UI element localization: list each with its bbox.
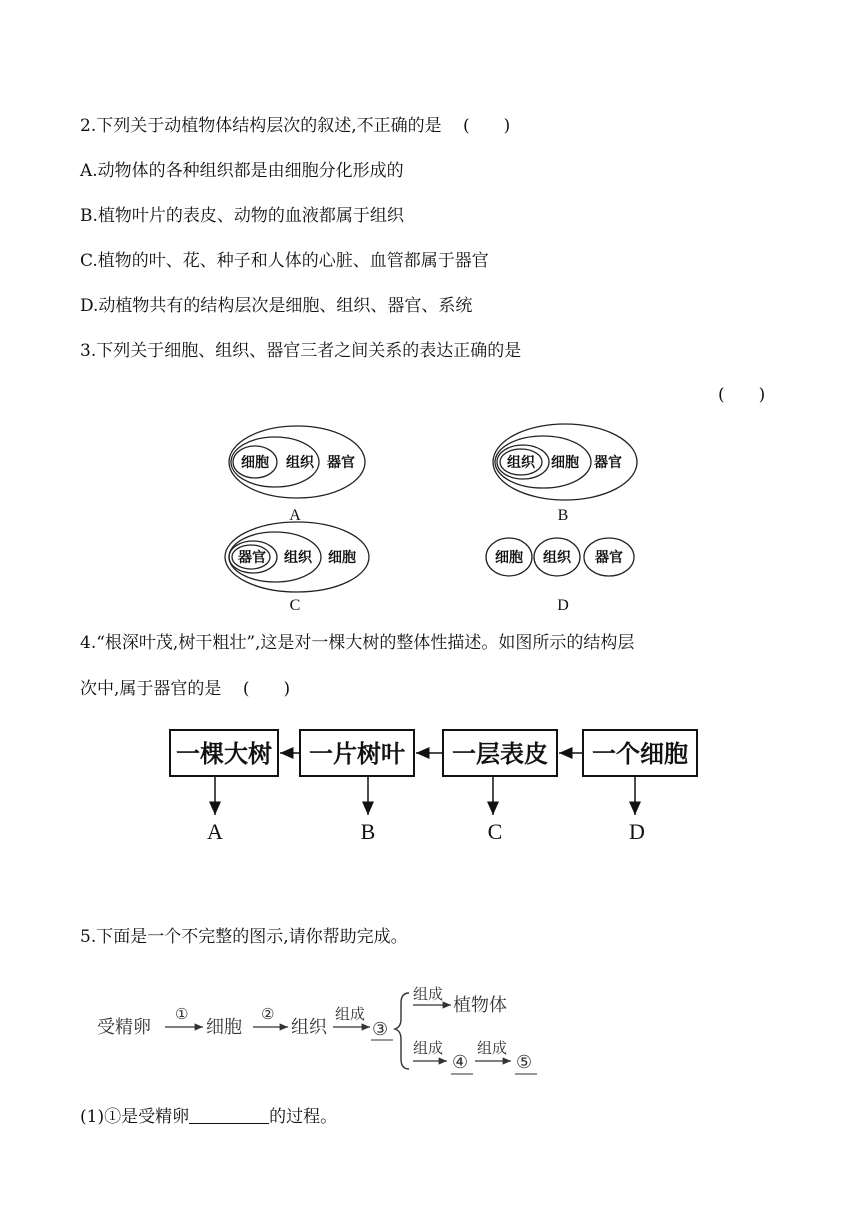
q4-letter-c: C — [487, 819, 503, 844]
q4-diagram — [165, 722, 705, 852]
q5-sub1 — [80, 1105, 337, 1129]
q2-option-d: D.动植物共有的结构层次是细胞、组织、器官、系统 — [80, 296, 473, 316]
q2-answer-paren: ( ) — [463, 116, 511, 136]
q4-letter-d: D — [629, 819, 645, 844]
q4-stem-line2-text: 次中,属于器官的是 — [80, 679, 222, 699]
q2-option-a: A.动物体的各种组织都是由细胞分化形成的 — [80, 161, 404, 181]
q5-blank-3: ③ — [372, 1019, 389, 1040]
q5-sub1-prefix: (1)①是受精卵 — [80, 1107, 190, 1127]
q5-flow-diagram — [95, 975, 555, 1080]
q3-a-middle-text: 组织 — [286, 455, 314, 471]
q5-compose-2: 组成 — [413, 985, 444, 1003]
q5-compose-4: 组成 — [477, 1039, 508, 1057]
q5-stem: 5.下面是一个不完整的图示,请你帮助完成。 — [80, 927, 408, 947]
q3-d-text-1: 细胞 — [495, 550, 523, 566]
q5-compose-3: 组成 — [413, 1039, 444, 1057]
q3-label-a: A — [289, 507, 301, 524]
q3-label-d: D — [557, 597, 569, 614]
q5-step-2: ② — [261, 1005, 275, 1023]
q2-option-c: C.植物的叶、花、种子和人体的心脏、血管都属于器官 — [80, 251, 489, 271]
q3-diagram — [215, 420, 655, 620]
q4-stem-line1: 4.“根深叶茂,树干粗壮”,这是对一棵大树的整体性描述。如图所示的结构层 — [80, 633, 635, 653]
q5-sub1-blank[interactable] — [189, 1105, 269, 1124]
q5-brace — [395, 993, 409, 1069]
q2-stem-line — [80, 114, 510, 138]
q3-answer-paren: ( ) — [718, 385, 766, 405]
q5-cell-text: 细胞 — [206, 1017, 242, 1038]
q4-box-leaf-text: 一片树叶 — [309, 740, 405, 768]
q4-letter-b: B — [360, 819, 376, 844]
q5-plant-text: 植物体 — [453, 995, 507, 1016]
q3-label-b: B — [557, 507, 569, 524]
q2-option-b: B.植物叶片的表皮、动物的血液都属于组织 — [80, 206, 404, 226]
q4-answer-paren: ( ) — [242, 679, 291, 699]
q4-box-tree-text: 一棵大树 — [176, 740, 272, 768]
q3-stem: 3.下列关于细胞、组织、器官三者之间关系的表达正确的是 — [80, 341, 522, 361]
q5-step-1: ① — [175, 1005, 189, 1023]
q4-box-epidermis-text: 一层表皮 — [452, 740, 548, 768]
q3-c-inner-text: 器官 — [238, 550, 266, 566]
q4-stem-line2 — [80, 677, 290, 701]
q3-b-middle-text: 细胞 — [551, 455, 579, 471]
q5-blank-4: ④ — [452, 1052, 469, 1073]
q2-stem: 2.下列关于动植物体结构层次的叙述,不正确的是 — [80, 116, 442, 136]
q5-compose-1: 组成 — [335, 1005, 366, 1023]
q3-a-outer-text: 器官 — [327, 455, 355, 471]
q5-start-text: 受精卵 — [97, 1017, 151, 1038]
q3-a-inner-text: 细胞 — [241, 455, 269, 471]
q5-blank-5: ⑤ — [516, 1052, 533, 1073]
q4-box-cell-text: 一个细胞 — [592, 740, 688, 768]
q3-d-text-2: 组织 — [543, 550, 571, 566]
q3-b-inner-text: 组织 — [507, 455, 535, 471]
q3-label-c: C — [289, 597, 301, 614]
q3-b-outer-text: 器官 — [594, 455, 622, 471]
q3-d-text-3: 器官 — [595, 550, 623, 566]
q4-letter-a: A — [207, 819, 223, 844]
q3-c-middle-text: 组织 — [284, 550, 312, 566]
q5-sub1-suffix: 的过程。 — [269, 1107, 338, 1127]
q3-c-outer-text: 细胞 — [328, 550, 356, 566]
q5-tissue-text: 组织 — [291, 1017, 327, 1038]
